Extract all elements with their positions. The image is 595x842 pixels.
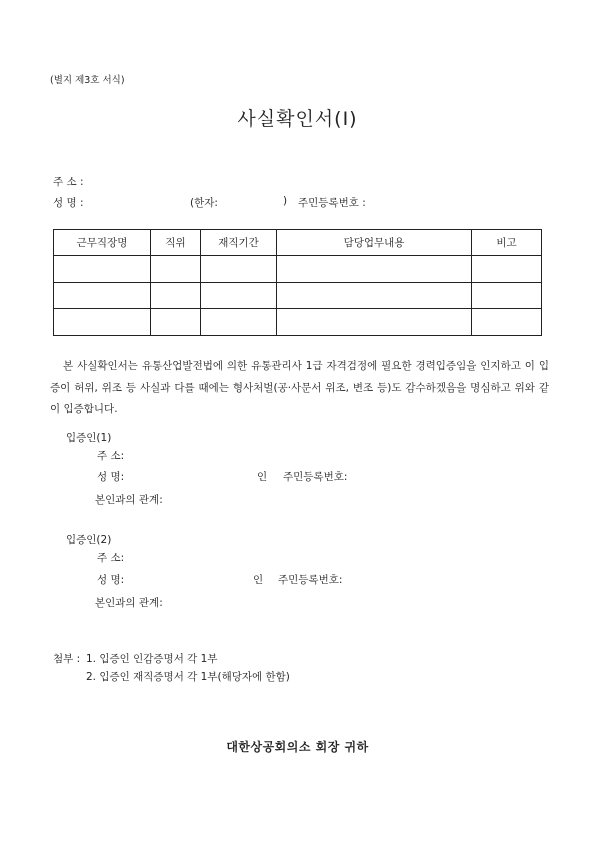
career-table bbox=[53, 229, 542, 336]
table-cell[interactable] bbox=[277, 309, 472, 336]
table-cell[interactable] bbox=[201, 256, 277, 283]
witness1-relation-label: 본인과의 관계: bbox=[95, 494, 163, 506]
table-cell[interactable] bbox=[472, 309, 542, 336]
table-cell[interactable] bbox=[201, 282, 277, 309]
attachment-item: 1. 입증인 인감증명서 각 1부 bbox=[86, 653, 218, 665]
table-cell[interactable] bbox=[54, 256, 151, 283]
applicant-name-label: 성 명 : bbox=[53, 197, 84, 209]
applicant-hanja-label: (한자: bbox=[190, 197, 218, 209]
attachment-item: 2. 입증인 재직증명서 각 1부(해당자에 한함) bbox=[86, 671, 290, 683]
document-title: 사실확인서(Ⅰ) bbox=[237, 108, 358, 130]
witness2-id-label: 주민등록번호: bbox=[278, 574, 343, 586]
table-cell[interactable] bbox=[201, 309, 277, 336]
table-row bbox=[54, 309, 542, 336]
witness1-seal-mark: 인 bbox=[257, 471, 268, 483]
table-cell[interactable] bbox=[472, 282, 542, 309]
table-cell[interactable] bbox=[151, 282, 201, 309]
witness2-heading: 입증인(2) bbox=[66, 534, 112, 546]
table-cell[interactable] bbox=[151, 256, 201, 283]
table-cell[interactable] bbox=[54, 309, 151, 336]
witness1-id-label: 주민등록번호: bbox=[283, 471, 348, 483]
header-duties: 담당업무내용 bbox=[277, 230, 472, 256]
witness2-relation-label: 본인과의 관계: bbox=[95, 597, 163, 609]
table-cell[interactable] bbox=[472, 256, 542, 283]
table-cell[interactable] bbox=[277, 256, 472, 283]
table-cell[interactable] bbox=[54, 282, 151, 309]
attachments-label: 첨부 : bbox=[53, 653, 81, 665]
witness2-name-label: 성 명: bbox=[97, 574, 125, 586]
addressee: 대한상공회의소 회장 귀하 bbox=[226, 740, 369, 754]
statement-paragraph bbox=[50, 356, 549, 421]
form-number: (별지 제3호 서식) bbox=[50, 75, 125, 86]
applicant-id-label: 주민등록번호 : bbox=[298, 197, 366, 209]
table-cell[interactable] bbox=[277, 282, 472, 309]
table-cell[interactable] bbox=[151, 309, 201, 336]
table-row bbox=[54, 282, 542, 309]
table-row bbox=[54, 256, 542, 283]
header-workplace: 근무직장명 bbox=[54, 230, 151, 256]
witness2-seal-mark: 인 bbox=[253, 574, 264, 586]
header-period: 재직기간 bbox=[201, 230, 277, 256]
applicant-address-label: 주 소 : bbox=[53, 176, 84, 188]
witness1-heading: 입증인(1) bbox=[66, 432, 112, 444]
witness1-name-label: 성 명: bbox=[97, 471, 125, 483]
witness2-address-label: 주 소: bbox=[97, 552, 125, 564]
applicant-hanja-close: ) bbox=[283, 195, 288, 207]
header-position: 직위 bbox=[151, 230, 201, 256]
statement-text: 본 사실확인서는 유통산업발전법에 의한 유통관리사 1급 자격검정에 필요한 경력입증임을 인지하고 이 입증이 허위, 위조 등 사실과 다를 때에는 형사처벌(공·사문서 위조, 변조 등)도 감수하겠음을 명심하고 위와 같이 입증합니다. bbox=[50, 360, 549, 415]
header-remarks: 비고 bbox=[472, 230, 542, 256]
witness1-address-label: 주 소: bbox=[97, 450, 125, 462]
table-header-row bbox=[54, 230, 542, 256]
